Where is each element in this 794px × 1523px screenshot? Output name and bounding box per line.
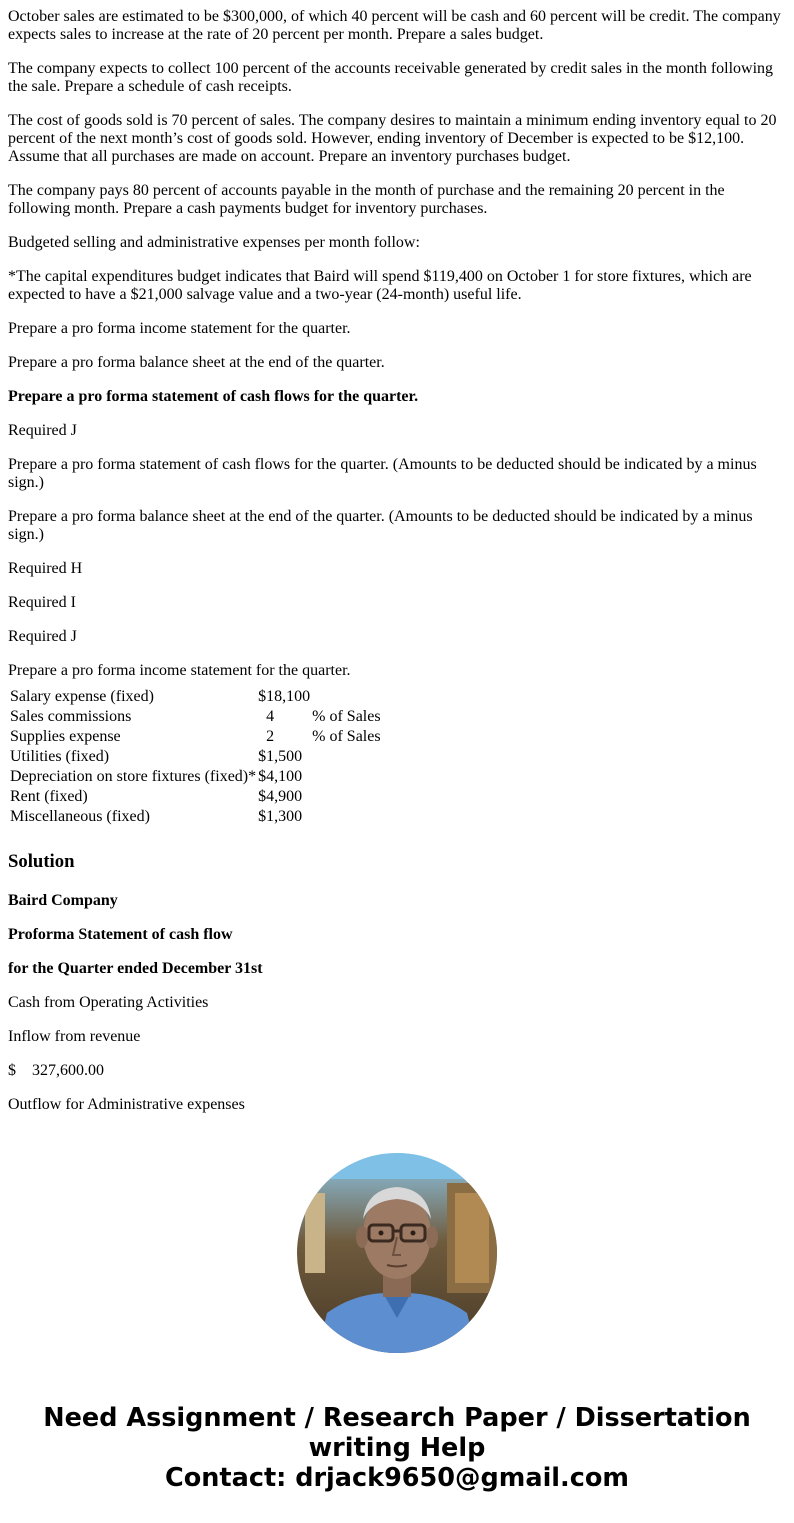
paragraph-balance-sheet: Prepare a pro forma balance sheet at the end of the quarter. [8,354,385,371]
solution-statement-title: Proforma Statement of cash flow [8,926,233,943]
expense-value: 18,100 [266,688,311,705]
paragraph-income-statement-2: Prepare a pro forma income statement for the quarter. [8,662,351,679]
expense-label: Utilities (fixed) [10,748,110,765]
solution-line-amount: $ 327,600.00 [8,1062,104,1079]
expense-label: Depreciation on store fixtures (fixed)* [10,768,257,785]
solution-period: for the Quarter ended December 31st [8,960,263,977]
expense-note: % of Sales [312,728,381,745]
expense-note [312,768,380,786]
paragraph-cash-flows-note: Prepare a pro forma statement of cash flows for the quarter. (Amounts to be deducted should be indicated by a minus sign.) [8,456,757,491]
expenses-table [8,686,383,828]
solution-company: Baird Company [8,892,118,909]
currency-sign: $ [258,768,267,785]
footer-banner [0,1403,794,1493]
expense-amount [258,768,310,786]
table-row [10,728,381,746]
solution-heading: Solution [8,851,75,872]
paragraph-required-h: Required H [8,560,83,577]
table-row [10,768,381,786]
expense-value: 4,900 [266,788,303,805]
expense-amount [258,808,310,826]
expense-amount [258,708,310,726]
expense-note: % of Sales [312,708,381,725]
expense-note [312,808,380,826]
author-avatar [297,1153,497,1353]
expense-amount [258,728,310,746]
footer-line-2: writing Help [308,1433,486,1463]
expense-note [312,788,380,806]
document-body [8,8,786,1130]
expense-label: Rent (fixed) [10,788,88,805]
paragraph-sales-estimate: October sales are estimated to be $300,000, of which 40 percent will be cash and 60 percent will be credit. The company expects sales to increase at the rate of 20 percent per month. Prepare a sales budget. [8,8,781,43]
currency-sign: $ [258,808,267,825]
paragraph-capital-expenditures: *The capital expenditures budget indicates that Baird will spend $119,400 on October 1 for store fixtures, which are expected to have a $21,000 salvage value and a two-year (24-month) useful life. [8,268,752,303]
expense-note [312,748,380,766]
expense-amount [258,748,310,766]
table-row [10,808,381,826]
solution-line-operating: Cash from Operating Activities [8,994,209,1011]
table-row [10,708,381,726]
paragraph-cash-flows-bold: Prepare a pro forma statement of cash flows for the quarter. [8,388,419,405]
paragraph-cost-of-goods: The cost of goods sold is 70 percent of sales. The company desires to maintain a minimum ending inventory equal to 20 percent of the next month’s cost of goods sold. However, ending inventory of December is expected to be $12,100. Assume that all purchases are made on account. Prepare an inventory purchases budget. [8,112,777,165]
expense-value: 4,100 [266,768,303,785]
footer-contact: Contact: drjack9650@gmail.com [165,1463,629,1493]
paragraph-balance-sheet-note: Prepare a pro forma balance sheet at the end of the quarter. (Amounts to be deducted should be indicated by a minus sign.) [8,508,753,543]
expense-value: 2 [266,728,275,745]
paragraph-payments: The company pays 80 percent of accounts payable in the month of purchase and the remaining 20 percent in the following month. Prepare a cash payments budget for inventory purchases. [8,182,725,217]
expense-value: 4 [266,708,275,725]
table-row [10,788,381,806]
currency-sign: $ [258,748,267,765]
paragraph-collections: The company expects to collect 100 percent of the accounts receivable generated by credit sales in the month following the sale. Prepare a schedule of cash receipts. [8,60,774,95]
expense-value: 1,500 [266,748,303,765]
expense-amount [258,788,310,806]
paragraph-required-j-2: Required J [8,628,77,645]
paragraph-required-j: Required J [8,422,77,439]
expense-amount [258,688,310,706]
currency-sign: $ [258,788,267,805]
currency-sign: $ [258,688,267,705]
expense-label: Salary expense (fixed) [10,688,154,705]
solution-line-inflow: Inflow from revenue [8,1028,141,1045]
solution-line-outflow: Outflow for Administrative expenses [8,1096,245,1113]
expense-value: 1,300 [266,808,303,825]
expense-label: Sales commissions [10,708,132,725]
paragraph-required-i: Required I [8,594,76,611]
table-row [10,688,381,706]
paragraph-income-statement: Prepare a pro forma income statement for the quarter. [8,320,351,337]
expense-note [312,688,380,706]
expense-label: Miscellaneous (fixed) [10,808,150,825]
table-row [10,748,381,766]
expense-label: Supplies expense [10,728,121,745]
paragraph-expenses-intro: Budgeted selling and administrative expenses per month follow: [8,234,420,251]
footer-line-1: Need Assignment / Research Paper / Dissertation [43,1403,751,1433]
author-photo [297,1153,497,1353]
